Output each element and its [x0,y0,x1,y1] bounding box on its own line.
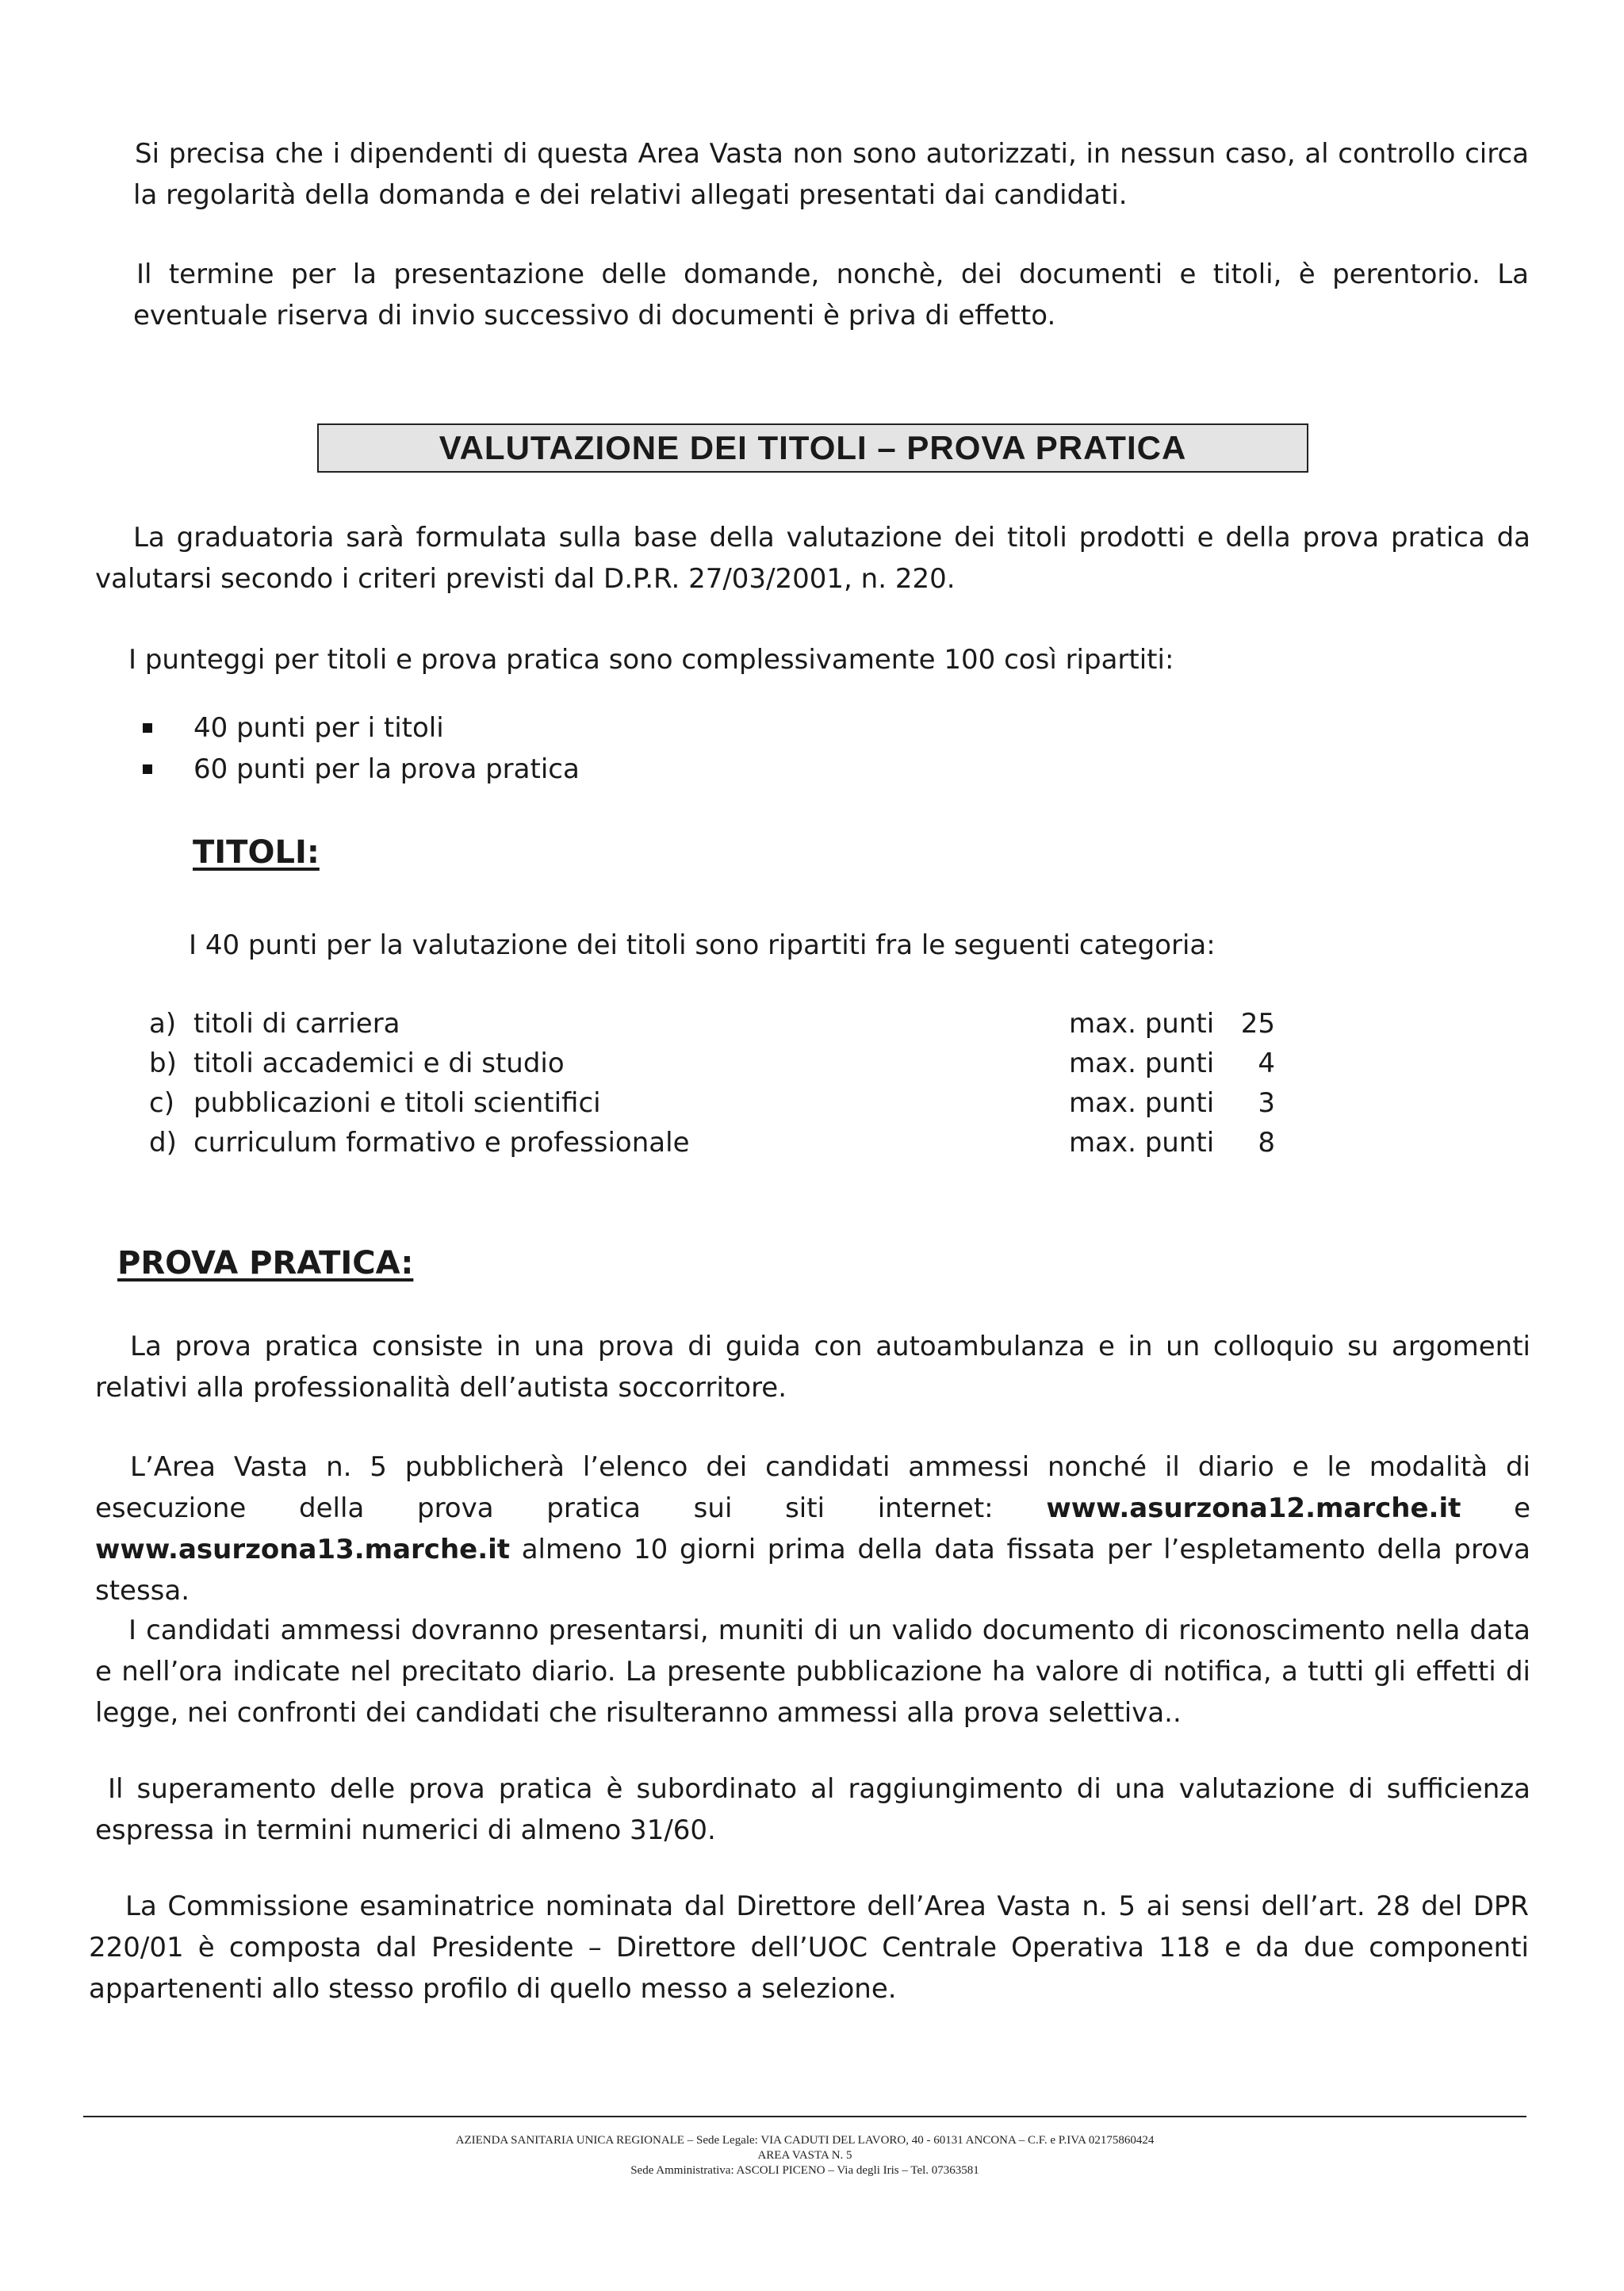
category-letter: b) [149,1048,177,1079]
category-label: titoli di carriera [193,1008,400,1040]
footer-line-3: Sede Amministrativa: ASCOLI PICENO – Via degli Iris – Tel. 07363581 [630,2164,979,2177]
max-points: 25 [1240,1008,1275,1040]
intro-paragraph-2: Il termine per la presentazione delle domande, nonchè, dei documenti e titoli, è perentorio. La eventuale riserva di invio successivo di documenti è priva di effetto. [133,259,1529,331]
max-points: 4 [1258,1048,1275,1079]
prova-paragraph-1: La prova pratica consiste in una prova di guida con autoambulanza e in un colloquio su argomenti relativi alla professionalità dell’autista soccorritore. [95,1331,1530,1404]
bullet-square-icon [143,723,152,733]
prova-paragraph-5: La Commissione esaminatrice nominata dal Direttore dell’Area Vasta n. 5 ai sensi dell’art. 28 del DPR 220/01 è composta dal Presidente – Direttore dell’UOC Centrale Operativa 118 e da due componenti appartenenti allo stesso profilo di quello messo a selezione. [89,1891,1529,2005]
category-letter: a) [149,1008,177,1040]
category-letter: d) [149,1127,177,1159]
footer-line-2: AREA VASTA N. 5 [757,2149,852,2162]
website-link-zona12[interactable]: www.asurzona12.marche.it [1046,1492,1461,1524]
section-title: VALUTAZIONE DEI TITOLI – PROVA PRATICA [439,429,1187,466]
titoli-heading: TITOLI: [193,834,320,871]
categories-table [149,1004,1275,1163]
max-points: 8 [1258,1127,1275,1159]
max-points: 3 [1258,1087,1275,1119]
bullet-square-icon [143,764,152,774]
prova-paragraph-2 [95,1446,1530,1611]
category-label: titoli accademici e di studio [193,1048,565,1079]
category-letter: c) [149,1087,174,1119]
category-label: curriculum formativo e professionale [193,1127,690,1159]
max-label: max. punti [1069,1048,1215,1079]
max-label: max. punti [1069,1008,1215,1040]
prova-pratica-heading: PROVA PRATICA: [117,1245,414,1282]
titoli-intro: I 40 punti per la valutazione dei titoli sono ripartiti fra le seguenti categoria: [189,929,1216,961]
website-link-zona13[interactable]: www.asurzona13.marche.it [95,1534,511,1565]
valutazione-paragraph-1: La graduatoria sarà formulata sulla base della valutazione dei titoli prodotti e della prova pratica da valutarsi secondo i criteri previsti dal D.P.R. 27/03/2001, n. 220. [95,522,1530,595]
prova-paragraph-2-tail: almeno 10 giorni prima della data fissata per l’espletamento della prova stessa. [95,1534,1530,1607]
list-item [143,707,580,749]
prova-paragraph-2-text: L’Area Vasta n. 5 pubblicherà l’elenco dei candidati ammessi nonché il diario e le modalità di esecuzione della prova pratica sui siti internet: [95,1451,1530,1524]
table-row [149,1004,1275,1044]
prova-paragraph-4: Il superamento delle prova pratica è subordinato al raggiungimento di una valutazione di sufficienza espressa in termini numerici di almeno 31/60. [95,1773,1530,1846]
list-item-label: 40 punti per i titoli [193,712,444,744]
points-list [143,707,580,790]
prova-paragraph-3: I candidati ammessi dovranno presentarsi, muniti di un valido documento di riconoscimento nella data e nell’ora indicate nel precitato diario. La presente pubblicazione ha valore di notifica, a tutti gli effetti di legge, nei confronti dei candidati che risulteranno ammessi alla prova selettiva.. [95,1615,1530,1729]
max-label: max. punti [1069,1087,1215,1119]
table-row [149,1083,1275,1123]
valutazione-paragraph-2: I punteggi per titoli e prova pratica sono complessivamente 100 così ripartiti: [128,644,1174,676]
max-label: max. punti [1069,1127,1215,1159]
table-row [149,1044,1275,1083]
footer [83,2133,1526,2178]
table-row [149,1123,1275,1163]
footer-divider [83,2116,1526,2117]
section-title-box [317,423,1308,473]
intro-paragraph-1: Si precisa che i dipendenti di questa Area Vasta non sono autorizzati, in nessun caso, al controllo circa la regolarità della domanda e dei relativi allegati presentati dai candidati. [133,138,1529,211]
footer-line-1: AZIENDA SANITARIA UNICA REGIONALE – Sede Legale: VIA CADUTI DEL LAVORO, 40 - 60131 ANCONA – C.F. e P.IVA 02175860424 [455,2134,1155,2147]
category-label: pubblicazioni e titoli scientifici [193,1087,601,1119]
list-item [143,749,580,790]
list-item-label: 60 punti per la prova pratica [193,753,580,785]
conjunction-text: e [1461,1492,1530,1524]
